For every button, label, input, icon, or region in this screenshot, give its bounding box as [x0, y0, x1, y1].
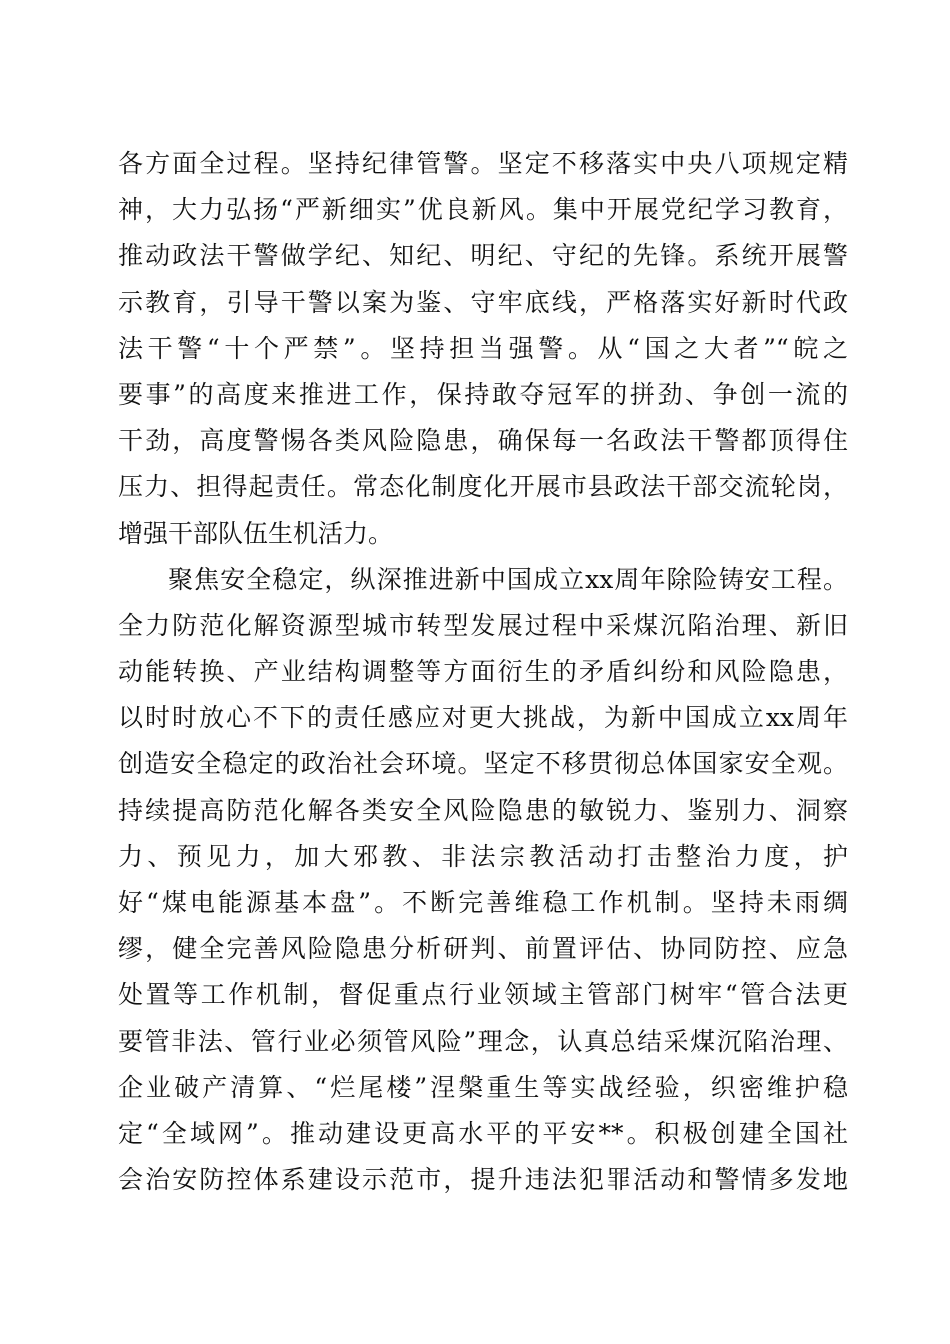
text-line: 定“全域网”。推动建设更高水平的平安**。积极创建全国社	[118, 1118, 848, 1148]
text-line: 企业破产清算、“烂尾楼”涅槃重生等实战经验，织密维护稳	[118, 1072, 848, 1102]
text-line: 法干警“十个严禁”。坚持担当强警。从“国之大者”“皖之	[118, 333, 848, 363]
text-line: 会治安防控体系建设示范市，提升违法犯罪活动和警情多发地	[118, 1165, 848, 1195]
text-line: 缪，健全完善风险隐患分析研判、前置评估、协同防控、应急	[118, 934, 848, 964]
paragraph-start-line: 聚焦安全稳定，纵深推进新中国成立xx周年除险铸安工程。	[168, 564, 848, 594]
text-line: 干劲，高度警惕各类风险隐患，确保每一名政法干警都顶得住	[118, 426, 848, 456]
text-line: 要事”的高度来推进工作，保持敢夺冠军的拼劲、争创一流的	[118, 379, 848, 409]
text-line: 全力防范化解资源型城市转型发展过程中采煤沉陷治理、新旧	[118, 610, 848, 640]
text-line: 要管非法、管行业必须管风险”理念，认真总结采煤沉陷治理、	[118, 1026, 848, 1056]
text-line: 持续提高防范化解各类安全风险隐患的敏锐力、鉴别力、洞察	[118, 795, 848, 825]
text-line: 增强干部队伍生机活力。	[118, 518, 394, 548]
text-line: 以时时放心不下的责任感应对更大挑战，为新中国成立xx周年	[118, 703, 848, 733]
text-line: 神，大力弘扬“严新细实”优良新风。集中开展党纪学习教育，	[118, 195, 848, 225]
text-line: 推动政法干警做学纪、知纪、明纪、守纪的先锋。系统开展警	[118, 241, 848, 271]
text-line: 动能转换、产业结构调整等方面衍生的矛盾纠纷和风险隐患，	[118, 657, 848, 687]
body-text	[118, 141, 848, 1203]
text-line: 压力、担得起责任。常态化制度化开展市县政法干部交流轮岗，	[118, 472, 848, 502]
text-line: 各方面全过程。坚持纪律管警。坚定不移落实中央八项规定精	[118, 149, 848, 178]
text-line: 好“煤电能源基本盘”。不断完善维稳工作机制。坚持未雨绸	[118, 888, 848, 917]
text-line: 创造安全稳定的政治社会环境。坚定不移贯彻总体国家安全观。	[118, 749, 848, 779]
text-line: 处置等工作机制，督促重点行业领域主管部门树牢“管合法更	[118, 980, 848, 1010]
text-line: 示教育，引导干警以案为鉴、守牢底线，严格落实好新时代政	[118, 287, 848, 317]
text-line: 力、预见力，加大邪教、非法宗教活动打击整治力度，护	[118, 841, 848, 871]
